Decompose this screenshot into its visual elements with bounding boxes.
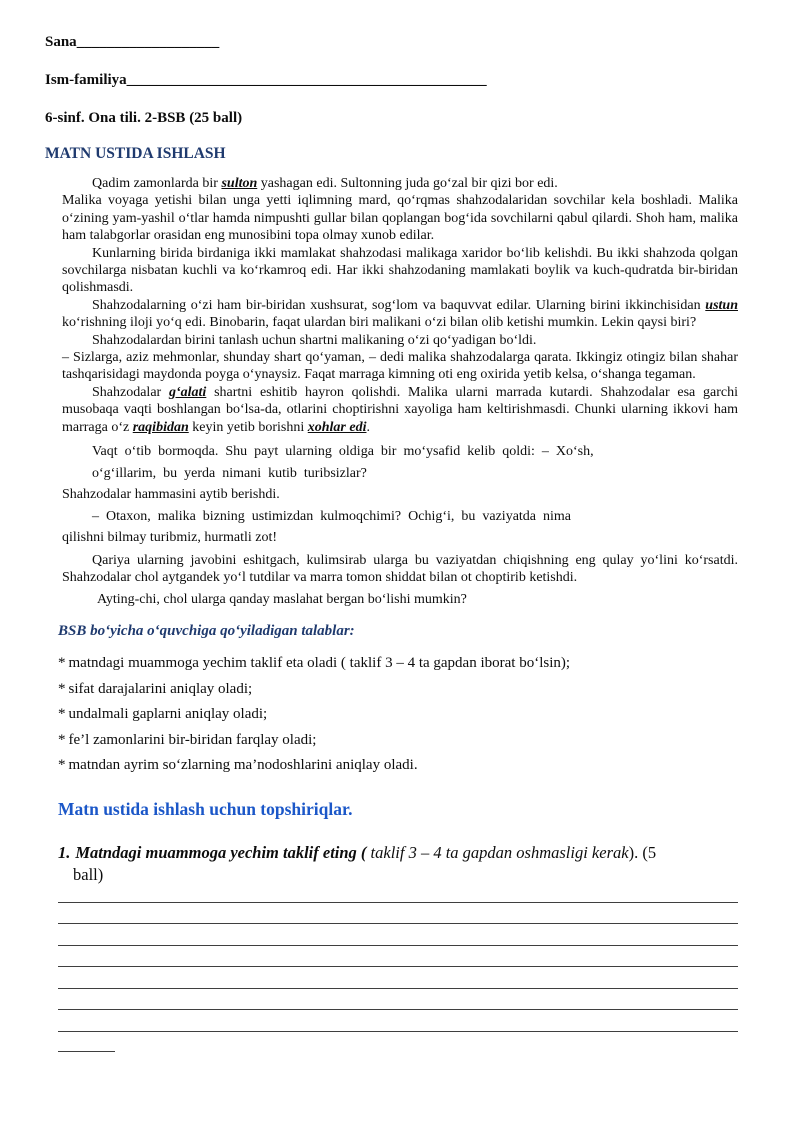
story-text: Shahzodalardan birini tanlash uchun shartni malikaning o‘zi qo‘yadigan bo‘ldi. xyxy=(92,332,537,348)
requirements-list xyxy=(58,654,738,774)
bullet-marker: * xyxy=(58,731,66,748)
story-text: Qariya ularning javobini eshitgach, kulimsirab ularga bu vaziyatdan chiqishning eng qulay yo‘lini ko‘rsatdi. Shahzodalar chol aytgandek yo‘l tutdilar va marra tomon shiddat bilan ot choptirib ketishdi. xyxy=(62,553,738,586)
question-prompt-tail: ). (5 xyxy=(628,843,657,863)
story-text: Shahzodalarning o‘zi ham bir-biridan xushsurat, sog‘lom va baquvvat edilar. Ularning birini ikkinchisidan xyxy=(92,297,706,313)
highlighted-term: sulton xyxy=(221,176,258,191)
question-1 xyxy=(58,842,738,886)
story-text: Qadim zamonlarda bir xyxy=(92,176,222,191)
requirement-text: sifat darajalarini aniqlay oladi; xyxy=(68,680,253,697)
story-text: shartni eshitib hayron qolishdi. Malika ularni marrada kutardi. Shahzodalar esa garchi musobaqa vaqti boshlangan bo‘lsa-da, otlarini choptirishni xayoliga ham keltirishmasdi. Chunki ularning ikkovi ham marraga o‘z xyxy=(62,384,738,435)
highlighted-term: ustun xyxy=(705,297,738,313)
answer-line xyxy=(58,946,738,968)
answer-line xyxy=(58,903,738,925)
story-paragraph xyxy=(62,192,738,244)
requirement-text: matndan ayrim so‘zlarning ma’nodoshlarini aniqlay oladi. xyxy=(68,757,418,774)
story-text: o‘g‘illarim, bu yerda nimani kutib turibsizlar? xyxy=(92,465,367,481)
bullet-marker: * xyxy=(58,757,66,774)
answer-line xyxy=(58,881,738,903)
lower-block xyxy=(58,622,738,1052)
story-text: Ayting-chi, chol ularga qanday maslahat bergan bo‘lishi mumkin? xyxy=(97,591,467,607)
story-text: ko‘rishning iloji yo‘q edi. Binobarin, faqat ulardan biri malikani o‘zi bilan olib ketishi mumkin. Lekin qaysi biri? xyxy=(62,315,697,331)
story-paragraph xyxy=(62,245,738,297)
highlighted-term: raqibidan xyxy=(132,419,189,435)
story-text: Kunlarning birida birdaniga ikki mamlakat shahzodasi malikaga xaridor bo‘lib kelishdi. Bu ikki shahzoda qolgan sovchilarga nisbatan kuchli va ko‘rkamroq edi. Har ikki shahzodaning mamlakati boylik va kuch-qudratda bir-biridan qolishmasdi. xyxy=(62,245,738,296)
question-prompt-bold: Matndagi muammoga yechim taklif eting ( xyxy=(75,843,367,863)
date-blank: ___________________ xyxy=(76,34,220,50)
story-paragraph xyxy=(62,175,738,192)
answer-line xyxy=(58,924,738,946)
story-text: Shahzodalar xyxy=(92,384,169,400)
story-text: keyin yetib borishni xyxy=(188,419,308,435)
bullet-marker: * xyxy=(58,706,66,723)
answer-line-short xyxy=(58,1032,115,1052)
name-blank: ________________________________________________ xyxy=(126,72,487,88)
story-text: – Sizlarga, aziz mehmonlar, shunday shart qo‘yaman, – dedi malika shahzodalarga qarata. Ikkingiz otingiz bilan shahar tashqarisidagi maydonda poyga o‘ynaysiz. Faqat marraga kimning oti eng oxirida yetib kelsa, o‘shanga tegaman. xyxy=(62,350,738,383)
bullet-marker: * xyxy=(58,680,66,697)
story-paragraph xyxy=(62,441,738,484)
course-line: 6-sinf. Ona tili. 2-BSB (25 ball) xyxy=(45,110,243,126)
story-text: Vaqt o‘tib bormoqda. Shu payt ularning oldiga bir mo‘ysafid kelib qoldi: – Xo‘sh, xyxy=(92,444,594,460)
highlighted-term: xohlar edi xyxy=(307,419,367,435)
story-text: Shahzodalar hammasini aytib berishdi. xyxy=(62,487,280,503)
name-label: Ism-familiya xyxy=(45,72,127,88)
name-line xyxy=(45,71,738,89)
answer-line xyxy=(58,1010,738,1032)
requirement-item xyxy=(58,705,738,723)
answer-area xyxy=(58,881,738,1052)
question-number: 1. xyxy=(58,843,71,863)
requirement-item xyxy=(58,654,738,672)
answer-line xyxy=(58,989,738,1011)
tasks-heading: Matn ustida ishlash uchun topshiriqlar. xyxy=(58,799,353,820)
requirements-title: BSB bo‘yicha o‘quvchiga qo‘yiladigan talablar: xyxy=(58,623,355,640)
story-text: yashagan edi. Sultonning juda go‘zal bir qizi bor edi. xyxy=(257,176,558,191)
date-label: Sana xyxy=(45,34,77,50)
question-prompt-italic: taklif 3 – 4 ta gapdan oshmasligi kerak xyxy=(366,843,629,863)
requirement-text: undalmali gaplarni aniqlay oladi; xyxy=(68,706,268,723)
story-paragraph xyxy=(62,506,738,528)
story-text: . xyxy=(366,419,370,435)
highlighted-term: g‘alati xyxy=(168,384,207,400)
story-paragraph xyxy=(62,552,738,587)
story-paragraph xyxy=(62,591,738,608)
question-prompt-tail-2: ball) xyxy=(73,865,104,885)
story-paragraph xyxy=(62,297,738,332)
requirement-text: fe’l zamonlarini bir-biridan farqlay oladi; xyxy=(68,731,317,748)
requirement-item xyxy=(58,731,738,749)
answer-line xyxy=(58,967,738,989)
story-paragraph xyxy=(62,527,738,549)
story xyxy=(62,175,738,608)
requirement-text: matndagi muammoga yechim taklif eta oladi ( taklif 3 – 4 ta gapdan iborat bo‘lsin); xyxy=(68,655,571,672)
story-text: Malika voyaga yetishi bilan unga yetti iqlimning mard, qo‘rqmas shahzodalaridan sovchilar kela boshladi. Malika o‘zining yam-yashil o‘tlar hamda nimpushti gullar bilan qoplangan bog‘ida sovchilarni qabul qilardi. Shoh ham, malika ham talabgorlar orasidan eng munosibini topa olmay xunob edilar. xyxy=(62,193,738,244)
requirement-item xyxy=(58,680,738,698)
story-text: qilishni bilmay turibmiz, hurmatli zot! xyxy=(62,530,278,546)
date-line xyxy=(45,33,738,51)
bullet-marker: * xyxy=(58,655,66,672)
requirement-item xyxy=(58,756,738,774)
story-paragraph xyxy=(62,332,738,349)
story-text: – Otaxon, malika bizning ustimizdan kulmoqchimi? Ochig‘i, bu vaziyatda nima xyxy=(92,508,572,524)
section-heading: MATN USTIDA ISHLASH xyxy=(45,145,226,162)
story-paragraph xyxy=(62,484,738,506)
story-paragraph xyxy=(62,349,738,384)
story-paragraph xyxy=(62,384,738,436)
